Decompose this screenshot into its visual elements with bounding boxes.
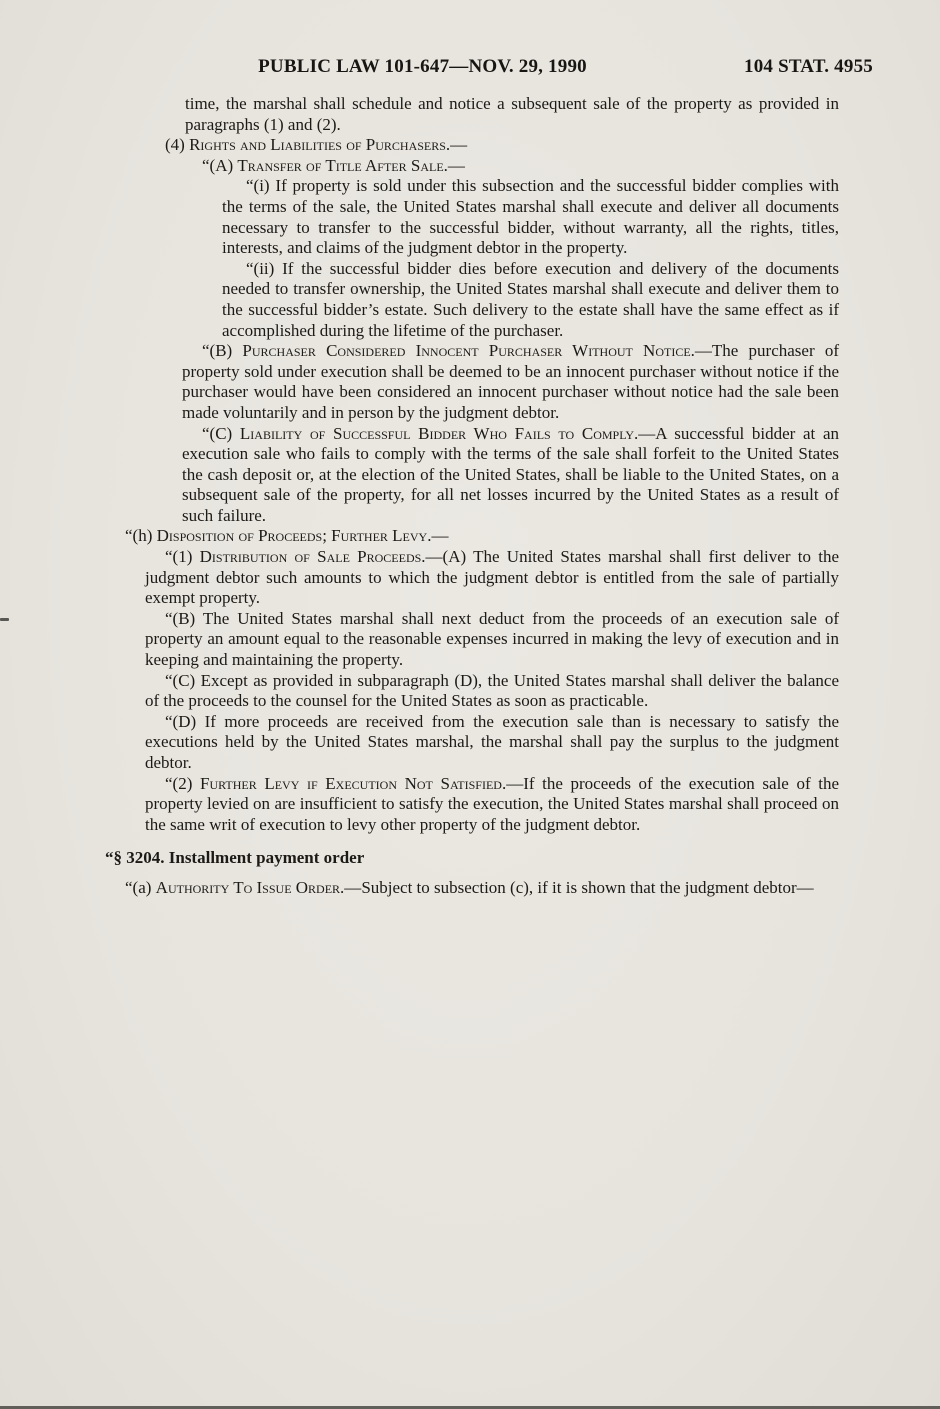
statute-paragraph-1B: [145, 609, 839, 671]
statute-text-column: [105, 94, 839, 899]
smallcaps-heading: Further Levy if Execution Not Satisfied.—: [199, 773, 524, 793]
statute-paragraph-1C: [145, 671, 839, 712]
smallcaps-heading: Distribution of Sale Proceeds.—: [199, 547, 443, 567]
stat-page-number: 104 STAT. 4955: [744, 56, 873, 77]
statute-clause-ii: [222, 259, 839, 341]
statute-paragraph-1D: [145, 712, 839, 774]
paragraph-text: “(i) If property is sold under this subsection and the successful bidder complies with the terms of the sale, the United States marshal shall execute and deliver all documents necessary to transfer to the successful bidder, without warranty, all the rights, titles, interests, and claims of the judgment debtor in the property.: [222, 176, 839, 258]
section-heading-3204: “§ 3204. Installment payment order: [105, 848, 365, 868]
paragraph-label: (4): [165, 135, 190, 155]
paragraph-text: If the proceeds of the execution sale of the property levied on are insufficient to satisfy the execution, the United States marshal shall proceed on the same writ of execution to levy other property of the judgment debtor.: [145, 773, 839, 834]
paragraph-label: “(C): [202, 423, 240, 443]
paragraph-label: “(B): [202, 341, 243, 361]
paragraph-text: A successful bidder at an execution sale who fails to comply with the terms of the sale shall forfeit to the United States the cash deposit or, at the election of the United States, shall be liable to the United States, on a subsequent sale of the property, for all net losses incurred by the United States as a result of such failure.: [182, 423, 839, 525]
paragraph-text: Subject to subsection (c), if it is shown that the judgment debtor—: [361, 877, 814, 897]
statute-paragraph-1: [145, 547, 839, 609]
statute-paragraph-continuation: [185, 94, 839, 135]
paragraph-text: “(B) The United States marshal shall next deduct from the proceeds of an execution sale of property an amount equal to the reasonable expenses incurred in making the levy of execution and in keeping and maintaining the property.: [145, 608, 839, 670]
paragraph-label: “(1): [165, 547, 200, 567]
smallcaps-heading: Purchaser Considered Innocent Purchaser Without Notice.—: [242, 341, 712, 361]
statute-paragraph-4: [145, 135, 839, 156]
paragraph-text: “(D) If more proceeds are received from the execution sale than is necessary to satisfy the executions held by the United States marshal, the marshal shall pay the surplus to the judgment debtor.: [145, 711, 839, 772]
statute-subsection-a: [105, 878, 839, 899]
statute-subparagraph-B: [182, 341, 839, 423]
statute-subparagraph-A: [182, 156, 839, 177]
paragraph-label: “(h): [125, 526, 157, 546]
paragraph-text: “(C) Except as provided in subparagraph (D), the United States marshal shall deliver the balance of the proceeds to the counsel for the United States as soon as practicable.: [145, 670, 839, 711]
paragraph-label: “(A): [202, 155, 238, 175]
smallcaps-heading: Disposition of Proceeds; Further Levy.—: [156, 526, 449, 546]
running-header: [0, 56, 940, 82]
smallcaps-heading: Authority To Issue Order.—: [155, 877, 362, 897]
paragraph-label: “(a): [125, 877, 156, 897]
statute-subsection-h: [105, 526, 839, 547]
scan-artifact-speck: [0, 618, 9, 621]
paragraph-text: The purchaser of property sold under execution shall be deemed to be an innocent purchaser without notice if the purchaser would have been considered an innocent purchaser without notice had the sale been made voluntarily and in person by the judgment debtor.: [182, 341, 839, 422]
statute-clause-i: [222, 176, 839, 258]
smallcaps-heading: Transfer of Title After Sale.—: [237, 155, 465, 175]
running-header-title: PUBLIC LAW 101-647—NOV. 29, 1990: [258, 56, 587, 77]
smallcaps-heading: Rights and Liabilities of Purchasers.—: [189, 135, 468, 155]
smallcaps-heading: Liability of Successful Bidder Who Fails to Comply.—: [239, 423, 656, 443]
paragraph-text: time, the marshal shall schedule and notice a subsequent sale of the property as provided in paragraphs (1) and (2).: [185, 94, 839, 134]
paragraph-label: “(2): [165, 773, 200, 793]
paragraph-text: (A) The United States marshal shall first deliver to the judgment debtor such amounts to which the judgment debtor is entitled from the sale of partially exempt property.: [145, 547, 840, 608]
paragraph-text: “(ii) If the successful bidder dies before execution and delivery of the documents needed to transfer ownership, the United States marshal shall execute and deliver them to the successful bidder’s estate. Such delivery to the estate shall have the same effect as if accomplished during the lifetime of the purchaser.: [222, 258, 839, 340]
statute-paragraph-2: [145, 774, 839, 836]
statute-subparagraph-C: [182, 424, 839, 527]
